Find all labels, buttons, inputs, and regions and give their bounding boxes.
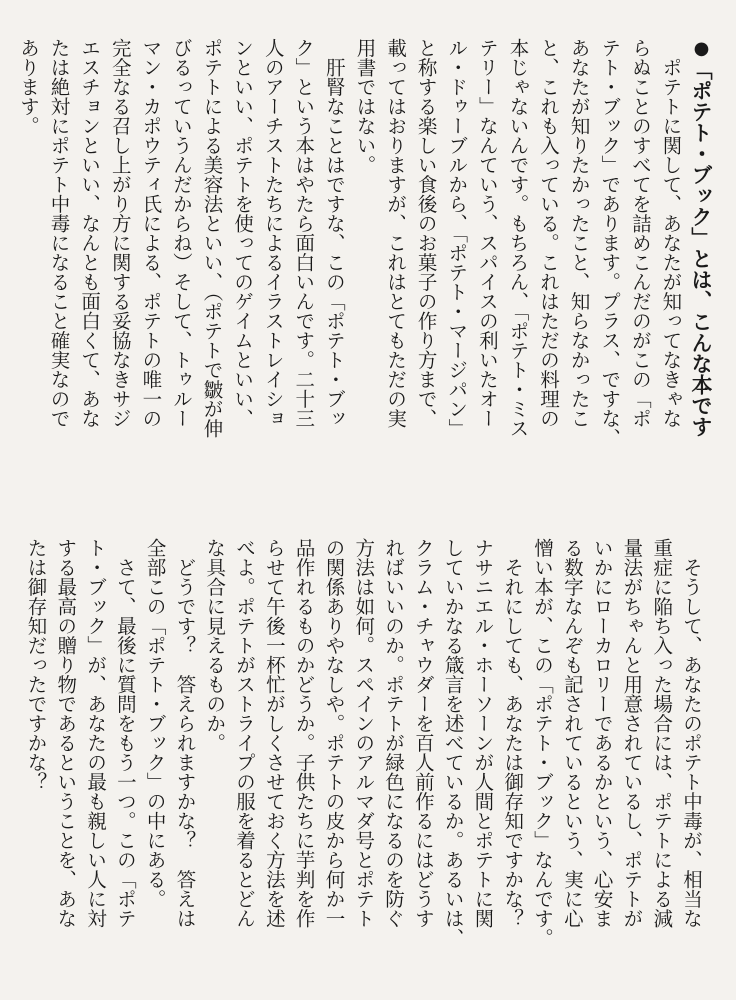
text-line: ル・ドゥーブルから、「ポテト・マージパン」 [445, 38, 469, 438]
top-section [12, 38, 716, 448]
text-line: る数字なんぞも記されているという、実に心 [560, 538, 584, 928]
text-line: 方法は如何。スペインのアルマダ号とポテト [352, 538, 376, 928]
text-line: 全部この「ポテト・ブック」の中にある。 [143, 538, 167, 909]
text-line: テリー」なんていう、スパイスの利いたオー [475, 38, 499, 428]
text-line: ト・ブック」が、あなたの最も親しい人に対 [84, 538, 108, 928]
text-line: していかなる箴言を述べているか。あるいは、 [441, 538, 465, 948]
text-line: ポテトに関して、あなたが知ってなきゃな [659, 38, 683, 428]
text-line: と、これも入っている。これはただの料理の [537, 38, 561, 428]
bottom-section [21, 538, 706, 948]
heading-text: 「ポテト・ブック」とは、こんな本です [689, 59, 713, 437]
text-line: する最高の贈り物であるということを、あな [54, 538, 78, 928]
text-line: ポテトによる美容法といい、（ポテトで皺が伸 [200, 38, 224, 438]
section-heading [685, 38, 716, 448]
text-line: と称する楽しい食後のお菓子の作り方まで、 [414, 38, 438, 428]
text-line: びるっていうんだからね）そして、トゥルー [169, 38, 193, 428]
text-line: べよ。ポテトがストライプの服を着るとどん [233, 538, 257, 928]
text-line: 憎い本が、この「ポテト・ブック」なんです。 [531, 538, 555, 948]
text-line: さて、最後に質問をもう一つ。この「ポテ [113, 538, 137, 928]
text-line: そうして、あなたのポテト中毒が、相当な [680, 538, 703, 928]
text-line: 用書ではない。 [353, 38, 377, 175]
text-line: どうです？ 答えられますかな？ 答えは [173, 538, 197, 928]
text-line: たは絶対にポテト中毒になること確実なので [47, 38, 71, 428]
text-line: あります。 [16, 38, 40, 136]
text-line: 量法がちゃんと用意されているし、ポテトが [620, 538, 644, 928]
text-line: たは御存知だったですかな？ [24, 538, 48, 792]
text-line: らせて午後一杯忙がしくさせておく方法を述 [262, 538, 286, 928]
text-line: あなたが知りたかったこと、知らなかったこ [567, 38, 591, 428]
text-line: ナサニエル・ホーソーンが人間とポテトに関 [471, 538, 495, 928]
text-line: 人のアーチストたちによるイラストレイショ [261, 38, 285, 428]
text-line: いかにローカロリーであるかという、心安ま [590, 538, 614, 928]
text-line: らぬことのすべてを詰めこんだのがこの「ポ [628, 38, 652, 428]
text-line: エスチョンといい、なんとも面白くて、あな [78, 38, 102, 428]
text-line: クラム・チャウダーを百人前作るにはどうす [411, 538, 435, 928]
text-line: マン・カポウティ氏による、ポテトの唯一の [139, 38, 163, 428]
text-line: 品作れるものかどうか。子供たちに芋判を作 [292, 538, 316, 928]
text-line: ればいいのか。ポテトが緑色になるのを防ぐ [382, 538, 406, 928]
text-line: 肝腎なことはですな、この「ポテト・ブッ [322, 38, 346, 428]
text-line: ンといい、ポテトを使ってのゲイムといい、 [231, 38, 255, 428]
text-line: 本じゃないんです。もちろん、「ポテト・ミス [506, 38, 530, 438]
text-line: 完全なる召し上がり方に関する妥協なきサジ [108, 38, 132, 428]
text-line: テト・ブック」であります。プラス、ですな、 [598, 38, 622, 448]
text-line: 重症に陥ち入った場合には、ポテトによる減 [650, 538, 674, 928]
text-line: それにしても、あなたは御存知ですかな？ [501, 538, 525, 928]
bullet-icon: ● [691, 38, 712, 59]
text-line: 載ってはおりますが、これはとてもただの実 [384, 38, 408, 428]
text-line: な具合に見えるものか。 [203, 538, 227, 753]
text-line: の関係ありやなしや。ポテトの皮から何か一 [322, 538, 346, 928]
text-line: ク」という本はやたら面白いんです。二十三 [292, 38, 316, 428]
